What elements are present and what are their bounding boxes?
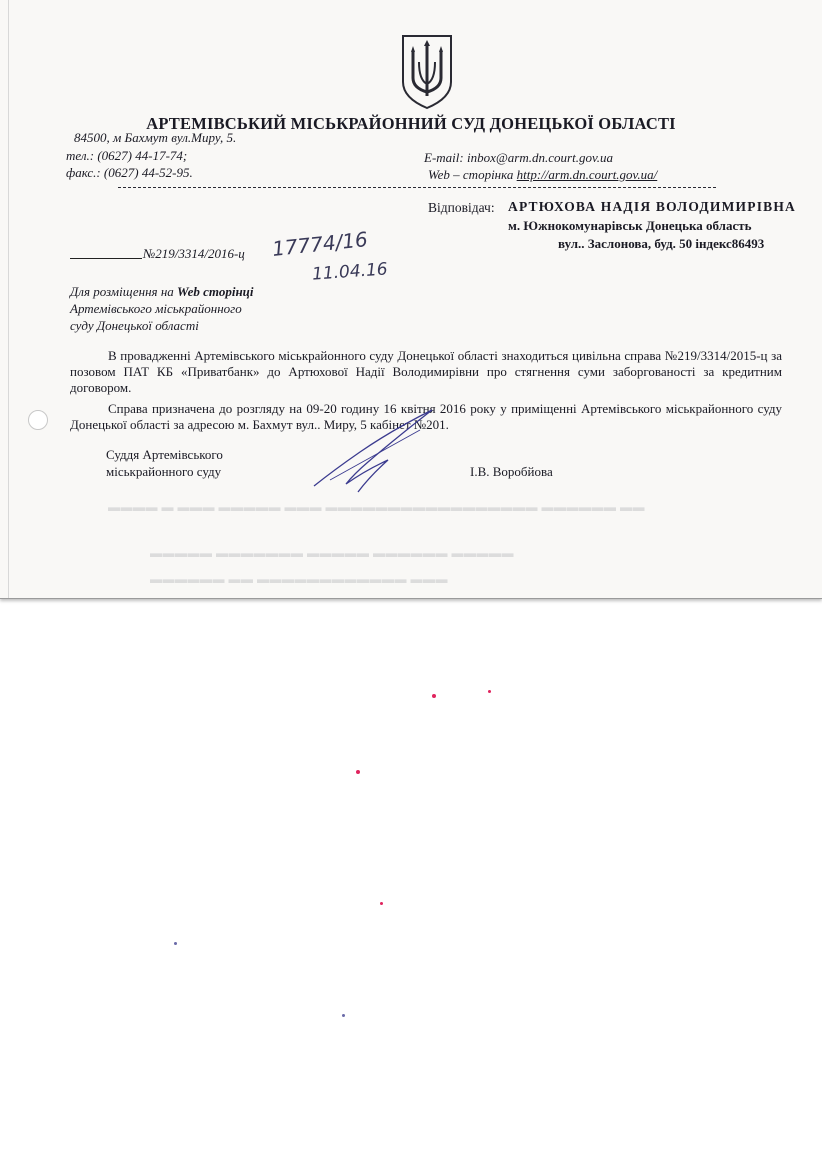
court-fax: факс.: (0627) 44-52-95.	[66, 165, 193, 180]
show-through-text: ▬▬▬▬▬ ▬▬▬▬▬▬▬ ▬▬▬▬▬ ▬▬▬▬▬▬ ▬▬▬▬▬	[150, 546, 514, 560]
scan-speck	[356, 770, 360, 774]
reference-blank-line	[70, 258, 142, 259]
handwritten-registration-date: 11.04.16	[311, 259, 389, 285]
recipient-label: Відповідач:	[428, 200, 495, 215]
recipient-city: м. Южнокомунарівськ Донецька область	[508, 218, 752, 233]
judge-title-line-2: міськрайонного суду	[106, 464, 222, 479]
court-website	[428, 167, 657, 183]
handwritten-registration-number: 17774/16	[271, 227, 369, 261]
recipient-street: вул.. Заслонова, буд. 50 індекс86493	[558, 236, 765, 251]
court-phone: тел.: (0627) 44-17-74;	[66, 148, 188, 163]
court-title: АРТЕМІВСЬКИЙ МІСЬКРАЙОННИЙ СУД ДОНЕЦЬКОЇ ОБЛАСТІ	[146, 114, 676, 133]
recipient-name: АРТЮХОВА НАДІЯ ВОЛОДИМИРІВНА	[508, 199, 797, 214]
scan-speck	[342, 1014, 345, 1017]
trident-emblem-icon	[399, 32, 455, 110]
judge-title	[106, 446, 223, 480]
scan-speck	[380, 902, 383, 905]
website-prefix: Web – сторінка	[428, 167, 517, 182]
web-note-line-3: суду Донецької області	[70, 318, 199, 333]
court-address: 84500, м Бахмут вул.Миру, 5.	[74, 130, 237, 145]
body-paragraph-2: Справа призначена до розгляду на 09-20 годину 16 квітня 2016 року у приміщенні Артемівського міськрайонного суду Донецької області за адресою м. Бахмут вул.. Миру, 5 кабінет №201.	[70, 401, 782, 432]
judge-signature-icon	[300, 400, 460, 500]
punch-hole	[28, 410, 48, 430]
show-through-text: ▬▬▬▬ ▬ ▬▬▬ ▬▬▬▬▬ ▬▬▬ ▬▬▬▬▬▬▬▬▬▬▬▬▬▬▬▬▬ ▬▬▬▬▬▬ ▬▬	[108, 500, 645, 514]
court-email: E-mail: inbox@arm.dn.court.gov.ua	[424, 150, 613, 165]
paper-edge-shadow	[8, 0, 9, 598]
show-through-text: ▬▬▬▬▬▬ ▬▬ ▬▬▬▬▬▬▬▬▬▬▬▬ ▬▬▬	[150, 572, 448, 586]
scan-speck	[174, 942, 177, 945]
scan-speck	[432, 694, 436, 698]
judge-title-line-1: Суддя Артемівського	[106, 447, 223, 462]
web-publication-note	[70, 283, 254, 334]
case-reference-number: №219/3314/2016-ц	[143, 246, 245, 261]
web-note-line-2: Артемівського міськрайонного	[70, 301, 242, 316]
scan-speck	[488, 690, 491, 693]
judge-name: І.В. Воробйова	[470, 464, 553, 479]
letterhead-divider	[118, 187, 716, 188]
body-paragraph-1: В провадженні Артемівського міськрайонного суду Донецької області знаходиться цивільна справа №219/3314/2015-ц за позовом ПАТ КБ «Приватбанк» до Артюхової Надії Володимирівни про стягнення суми заборгованості за кредитним договором.	[70, 348, 782, 395]
blank-back-page	[0, 600, 822, 1167]
website-link[interactable]: http://arm.dn.court.gov.ua/	[516, 167, 658, 182]
web-note-line-1: Для розміщення на Web сторінці	[70, 284, 254, 299]
